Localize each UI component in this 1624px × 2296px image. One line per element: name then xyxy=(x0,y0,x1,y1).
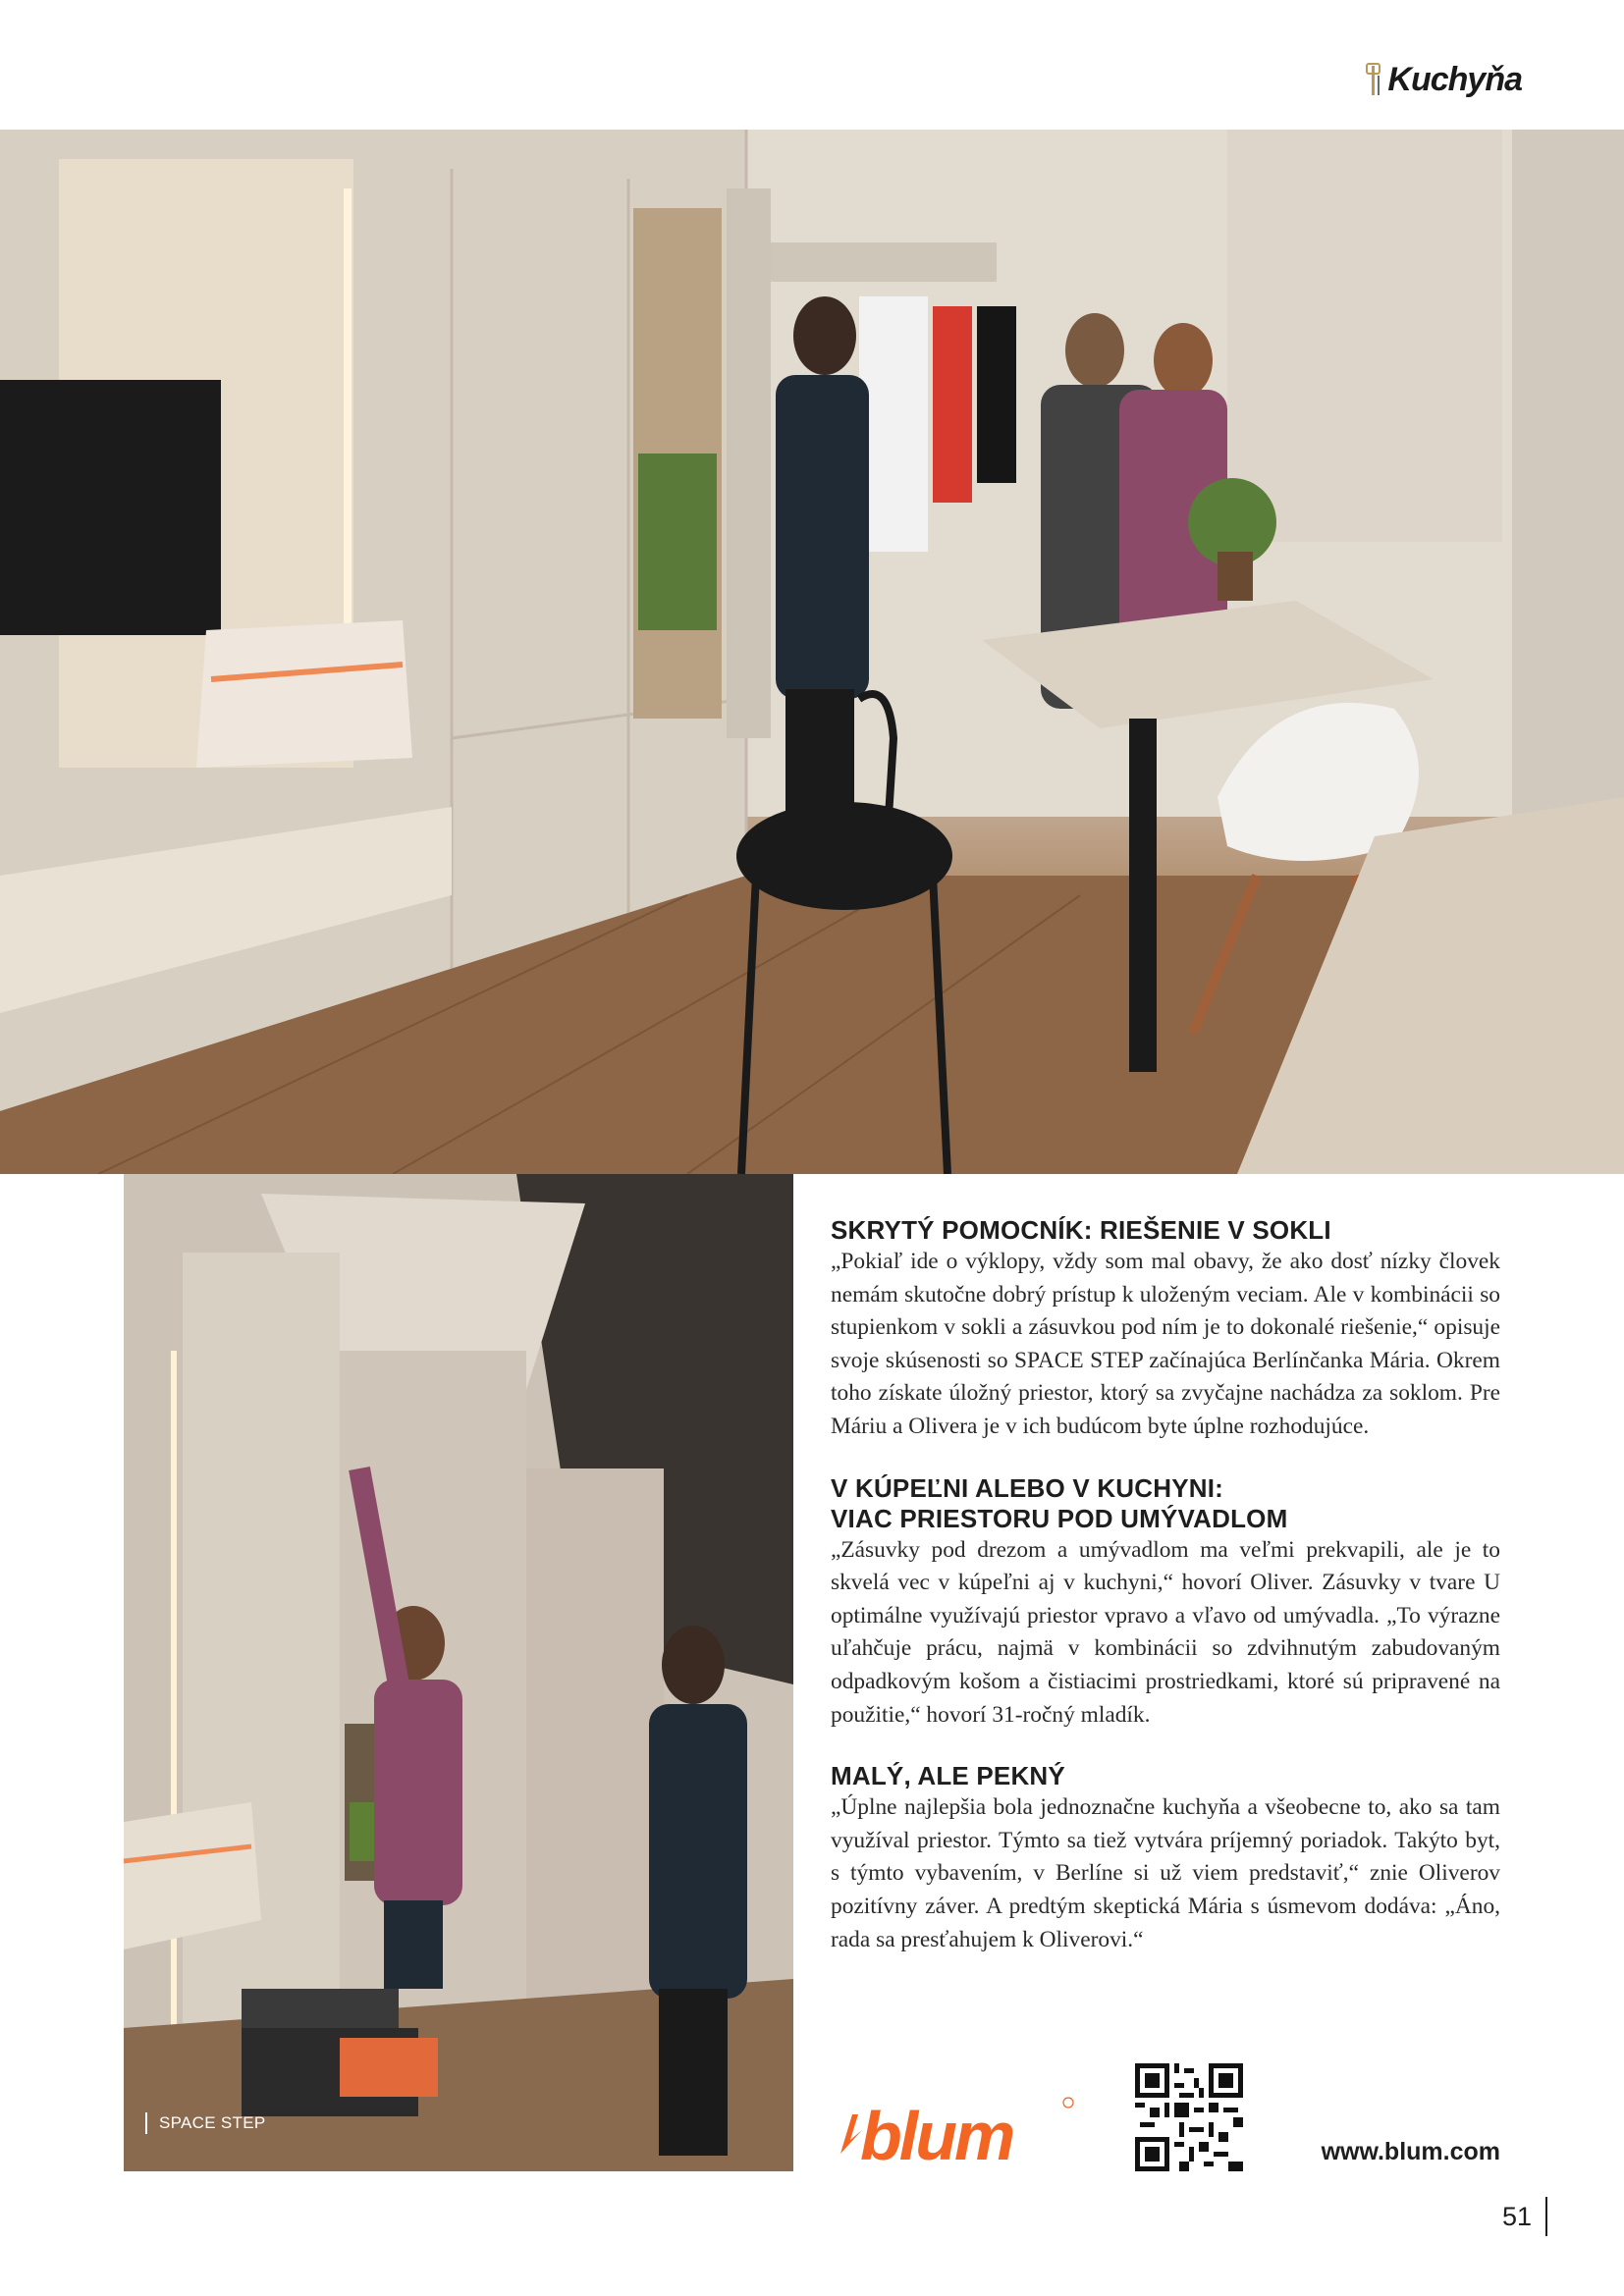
heading-line-1: V KÚPEĽNI ALEBO V KUCHYNI: xyxy=(831,1472,1224,1503)
page-number-text: 51 xyxy=(1501,2201,1532,2231)
section-body-kupelna: „Zásuvky pod drezom a umývadlom ma veľmi prekvapili, ale je to skvelá vec v kúpeľni aj v kuchyni,“ hovorí Oliver. Zásuvky v tvare U optimálne využívajú priestor vpravo a vľavo od umývadla. „To výrazne uľahčuje prácu, najmä v kombinácii so zdvihnutým zabudovaným odpadkovým košom a čistiacimi prostriedkami, ktoré sú pripravené na použitie,“ hovorí 31-ročný mladík. xyxy=(831,1536,1500,1728)
blum-wordmark: blum xyxy=(860,2098,1013,2173)
photo-caption xyxy=(145,2112,266,2134)
section-heading-maly: MALÝ, ALE PEKNÝ xyxy=(831,1761,1065,1791)
section-heading-kupelna xyxy=(831,1473,1500,1534)
caption-text: SPACE STEP xyxy=(159,2113,266,2132)
heading-line-2: VIAC PRIESTORU POD UMÝVADLOM xyxy=(831,1503,1288,1533)
space-step-photo xyxy=(124,1174,793,2171)
page-number-rule xyxy=(1545,2197,1547,2236)
caption-divider xyxy=(145,2112,147,2134)
page-number xyxy=(1502,2197,1547,2236)
qr-code[interactable] xyxy=(1135,2063,1243,2171)
website-link[interactable]: www.blum.com xyxy=(1321,2138,1500,2165)
section-body-sokel: „Pokiaľ ide o výklopy, vždy som mal obavy, že ako dosť nízky človek nemám skutočne dobrý prístup k uloženým veciam. Ale v kombinácii so stupienkom v sokli a zásuvkou pod ním je to dokonalé riešenie,“ opisuje svoje skúsenosti so SPACE STEP začínajúca Berlínčanka Mária. Okrem toho získate úložný priestor, ktorý sa zvyčajne nachádza za soklom. Pre Máriu a Olivera je v ich budúcom byte úplne rozhodujúce. xyxy=(831,1249,1500,1439)
article xyxy=(831,1215,1500,1956)
kitchen-tools-icon xyxy=(1364,62,1385,99)
masthead xyxy=(1364,61,1522,99)
section-heading-sokel: SKRYTÝ POMOCNÍK: RIEŠENIE V SOKLI xyxy=(831,1215,1331,1245)
blum-logo[interactable] xyxy=(833,2095,1076,2173)
room-photo xyxy=(0,130,1624,1174)
section-body-maly: „Úplne najlepšia bola jednoznačne kuchyňa a všeobecne to, ako sa tam využíval priestor. Týmto sa tiež vytvára príjemný poriadok. Takýto byt, s týmto vybavením, v Berlíne si už viem predstaviť,“ znie Oliverov pozitívny záver. A predtým skeptická Mária s úsmevom dodáva: „Áno, rada sa presťahujem k Oliverovi.“ xyxy=(831,1794,1500,1952)
section-title: Kuchyňa xyxy=(1387,61,1522,98)
